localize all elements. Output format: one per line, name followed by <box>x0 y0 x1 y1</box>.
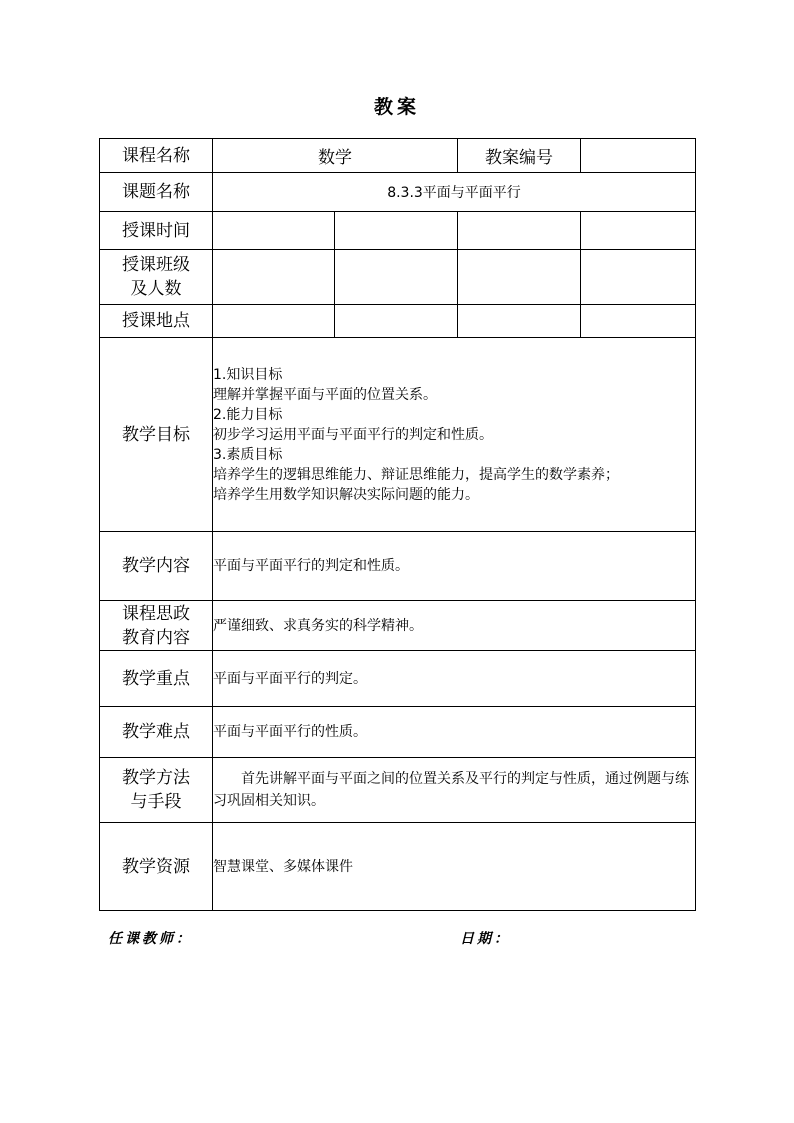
objective-line: 2.能力目标 <box>213 406 283 423</box>
ideology-label-line2: 教育内容 <box>122 627 190 648</box>
lesson-plan-table <box>99 138 696 911</box>
objective-line: 理解并掌握平面与平面的位置关系。 <box>213 386 437 403</box>
location-cell-4 <box>581 305 696 338</box>
document-title: 教案 <box>373 96 420 118</box>
location-cell-2 <box>335 305 458 338</box>
row-course-name <box>100 139 696 173</box>
class-label <box>100 250 213 305</box>
objective-line: 3.素质目标 <box>213 446 283 463</box>
row-objectives <box>100 338 696 532</box>
objective-line: 培养学生用数学知识解决实际问题的能力。 <box>213 486 479 503</box>
row-resources <box>100 823 696 911</box>
row-time <box>100 212 696 250</box>
row-key-points <box>100 651 696 707</box>
key-points-label: 教学重点 <box>100 651 213 707</box>
time-cell-3 <box>458 212 581 250</box>
row-difficulties <box>100 707 696 758</box>
time-cell-1 <box>213 212 335 250</box>
ideology-value: 严谨细致、求真务实的科学精神。 <box>213 601 696 651</box>
content-value: 平面与平面平行的判定和性质。 <box>213 532 696 601</box>
topic-name-value: 8.3.3平面与平面平行 <box>213 173 696 212</box>
plan-number-value <box>581 139 696 173</box>
methods-label-line2: 与手段 <box>130 792 182 812</box>
location-cell-1 <box>213 305 335 338</box>
resources-value: 智慧课堂、多媒体课件 <box>213 823 696 911</box>
objectives-label: 教学目标 <box>100 338 213 532</box>
class-cell-1 <box>213 250 335 305</box>
row-content <box>100 532 696 601</box>
key-points-value: 平面与平面平行的判定。 <box>213 651 696 707</box>
row-class <box>100 250 696 305</box>
plan-number-label: 教案编号 <box>458 139 581 173</box>
difficulties-value: 平面与平面平行的性质。 <box>213 707 696 758</box>
row-ideology <box>100 601 696 651</box>
class-cell-4 <box>581 250 696 305</box>
methods-value: 首先讲解平面与平面之间的位置关系及平行的判定与性质，通过例题与练习巩固相关知识。 <box>213 758 696 823</box>
teacher-label: 任课教师： <box>108 931 193 947</box>
time-cell-4 <box>581 212 696 250</box>
location-cell-3 <box>458 305 581 338</box>
objective-line: 初步学习运用平面与平面平行的判定和性质。 <box>213 426 493 443</box>
methods-label-line1: 教学方法 <box>122 768 190 788</box>
class-cell-2 <box>335 250 458 305</box>
resources-label: 教学资源 <box>100 823 213 911</box>
course-name-value: 数学 <box>213 139 458 173</box>
objective-line: 1.知识目标 <box>213 366 283 383</box>
class-label-line2: 及人数 <box>130 279 182 299</box>
row-topic-name <box>100 173 696 212</box>
class-label-line1: 授课班级 <box>122 255 190 275</box>
location-label: 授课地点 <box>100 305 213 338</box>
time-label: 授课时间 <box>100 212 213 250</box>
row-location <box>100 305 696 338</box>
content-label: 教学内容 <box>100 532 213 601</box>
objectives-content <box>213 338 696 532</box>
ideology-label <box>100 601 213 651</box>
difficulties-label: 教学难点 <box>100 707 213 758</box>
course-name-label: 课程名称 <box>100 139 213 173</box>
class-cell-3 <box>458 250 581 305</box>
topic-name-label: 课题名称 <box>100 173 213 212</box>
time-cell-2 <box>335 212 458 250</box>
ideology-label-line1: 课程思政 <box>122 603 190 624</box>
methods-label <box>100 758 213 823</box>
row-methods <box>100 758 696 823</box>
objective-line: 培养学生的逻辑思维能力、辩证思维能力，提高学生的数学素养； <box>213 466 619 483</box>
date-label: 日期： <box>460 931 511 947</box>
